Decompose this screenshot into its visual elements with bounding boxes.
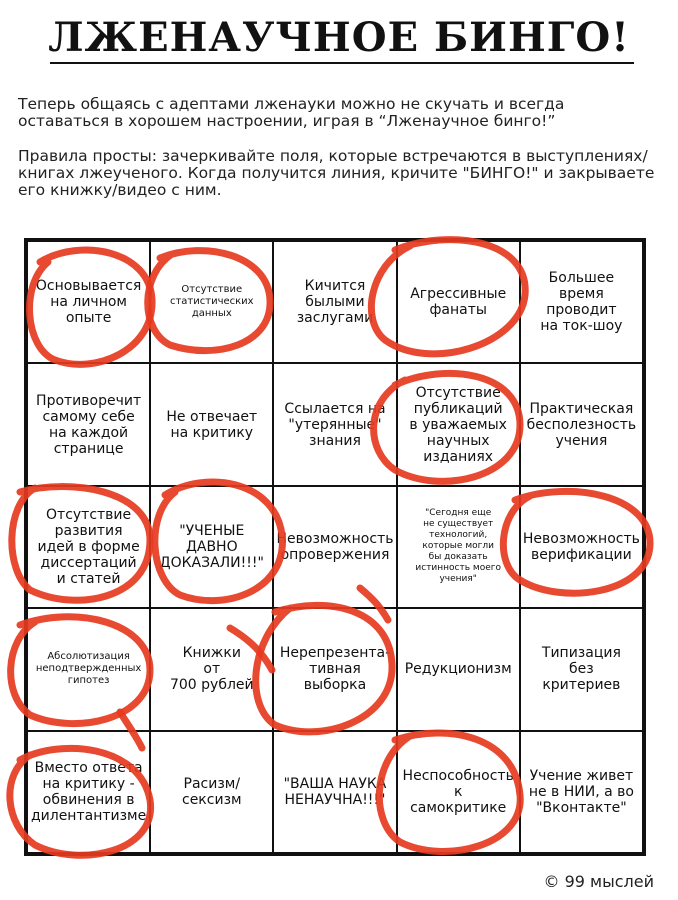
cell-label: Редукционизм [404,661,512,678]
bingo-cell[interactable] [520,608,643,730]
bingo-cell[interactable] [27,241,150,363]
copyright-text: © 99 мыслей [543,872,654,891]
cell-label: Противоречит самому себе на каждой странице [36,392,142,457]
cell-label: Книжки от 700 рублей [169,645,254,694]
bingo-cell[interactable] [27,486,150,608]
bingo-cell[interactable] [150,363,273,485]
cell-label: "Сегодня еще не существует технологий, которые могли бы доказать истинность моего учения" [415,508,501,585]
bingo-cell[interactable] [397,608,520,730]
title-underline [50,62,634,64]
page-title: ЛЖЕНАУЧНОЕ БИНГО! [48,14,630,61]
bingo-cell[interactable] [27,363,150,485]
cell-label: Неспособность к самокритике [402,767,514,816]
intro-text: Теперь общаясь с адептами лженауки можно не скучать и всегда оставаться в хорошем настроении, играя в “Лженаучное бинго!” [18,95,565,130]
bingo-cell[interactable] [150,241,273,363]
bingo-cell[interactable] [273,241,396,363]
bingo-grid [24,238,646,856]
cell-label: Отсутствие статистических данных [169,284,254,320]
bingo-cell[interactable] [397,486,520,608]
bingo-cell[interactable] [273,731,396,853]
cell-label: Типизация без критериев [541,645,621,694]
cell-label: Нерепрезента- тивная выборка [279,645,391,694]
cell-label: Большее время проводит на ток-шоу [540,270,623,335]
bingo-cell[interactable] [520,731,643,853]
cell-label: Учение живет не в НИИ, а во "Вконтакте" [528,767,634,816]
bingo-cell[interactable] [397,241,520,363]
cell-label: Не отвечает на критику [166,408,258,441]
cell-label: Отсутствие развития идей в форме диссертаций и статей [37,506,140,587]
bingo-cell[interactable] [397,363,520,485]
cell-label: Невозможность верификации [522,530,640,563]
bingo-cell[interactable] [397,731,520,853]
bingo-cell[interactable] [273,608,396,730]
cell-label: Кичится былыми заслугами [296,278,374,327]
bingo-cell[interactable] [273,363,396,485]
bingo-cell[interactable] [273,486,396,608]
cell-label: Абсолютизация неподтвержденных гипотез [35,651,142,687]
cell-label: Вместо ответа на критику - обвинения в дилентантизме [30,759,147,824]
bingo-cell[interactable] [520,486,643,608]
cell-label: Агрессивные фанаты [410,286,507,319]
bingo-cell[interactable] [150,486,273,608]
bingo-cell[interactable] [520,363,643,485]
cell-label: Расизм/сексизм [182,775,242,808]
rules-text: Правила просты: зачеркивайте поля, которые встречаются в выступлениях/книгах лжеученого. Когда получится линия, кричите "БИНГО!" и закрываете его книжку/видео с ним. [18,147,655,199]
cell-label: "УЧЕНЫЕ ДАВНО ДОКАЗАЛИ!!!" [159,522,264,571]
cell-label: Основывается на личном опыте [35,278,142,327]
cell-label: Отсутствие публикаций в уважаемых научных изданиях [409,384,507,465]
cell-label: Практическая бесполезность учения [526,400,637,449]
cell-label: "ВАША НАУКА НЕНАУЧНА!!!" [283,775,387,808]
bingo-cell[interactable] [150,731,273,853]
bingo-cell[interactable] [150,608,273,730]
bingo-cell[interactable] [520,241,643,363]
bingo-cell[interactable] [27,731,150,853]
bingo-cell[interactable] [27,608,150,730]
cell-label: Невозможность опровержения [276,530,394,563]
cell-label: Ссылается на "утерянные" знания [284,400,386,449]
